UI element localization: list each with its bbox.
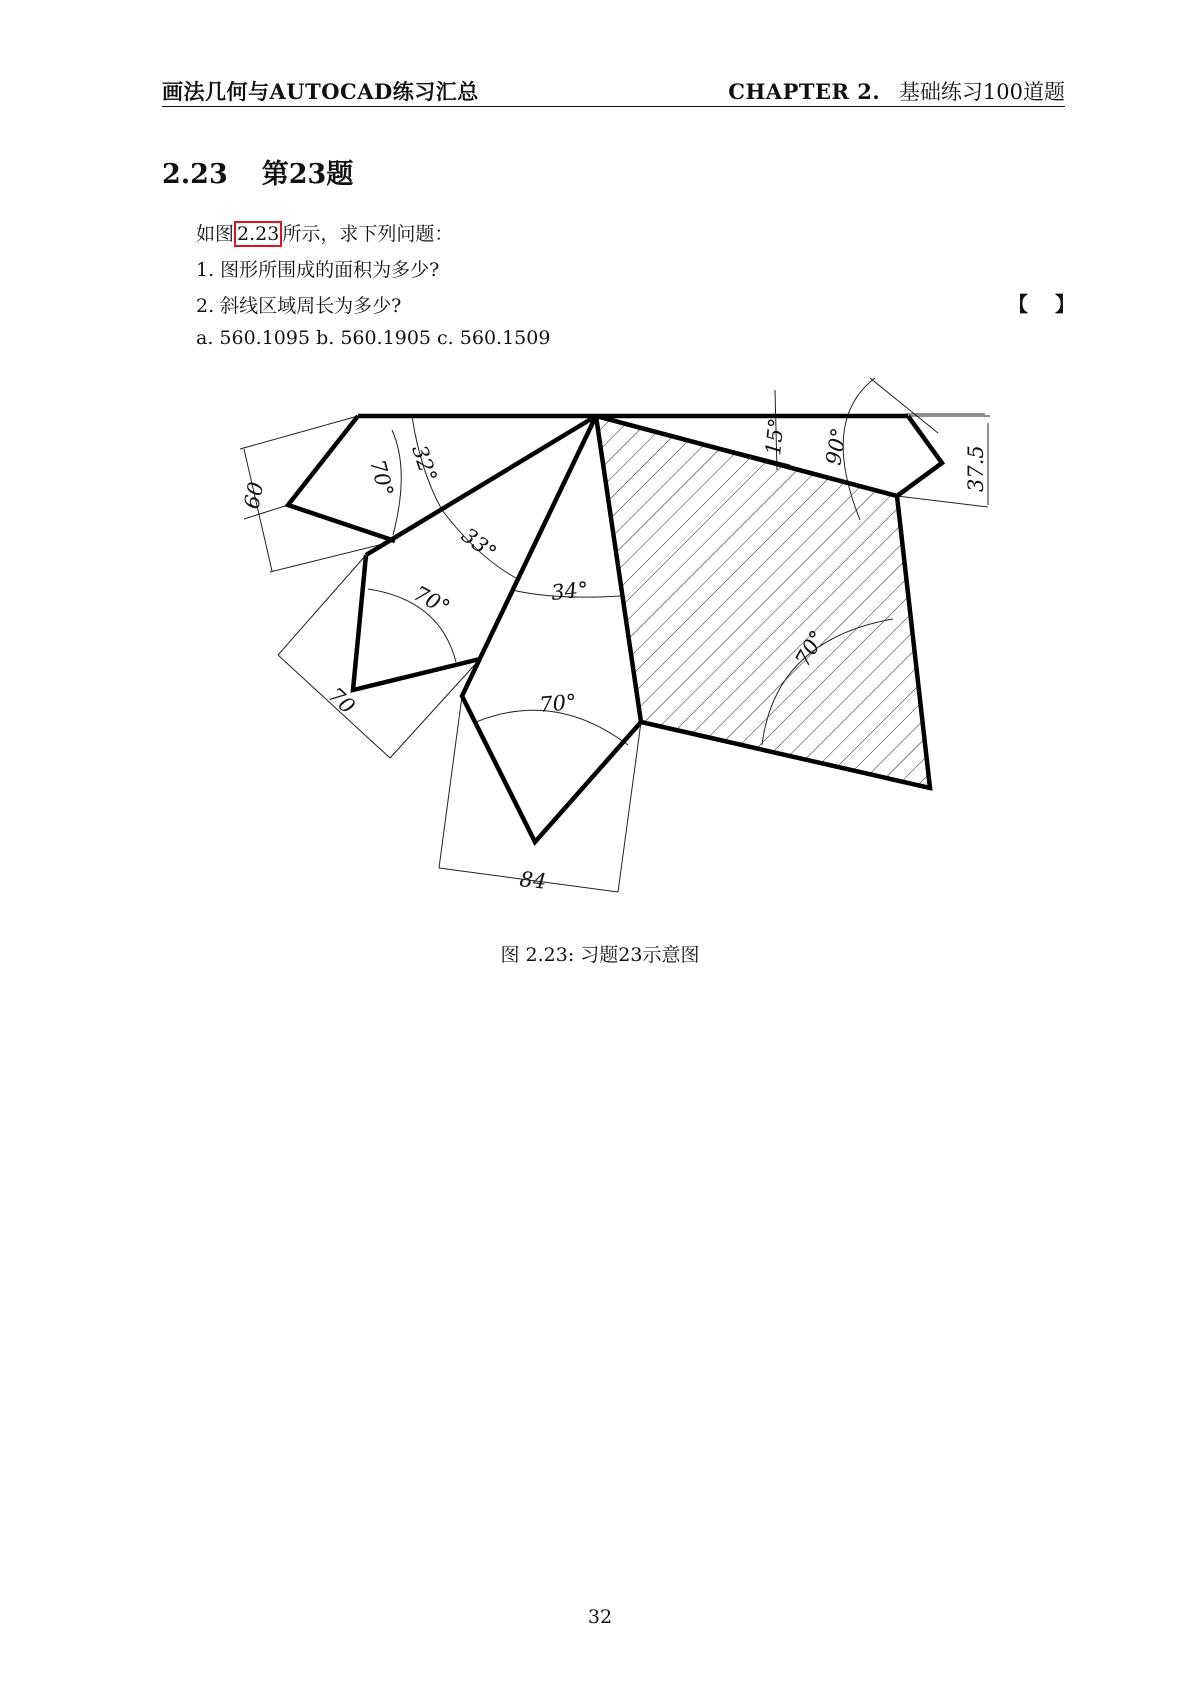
- header-chapter-title: 基础练习100道题: [898, 80, 1065, 104]
- question-1: 1. 图形所围成的面积为多少?: [196, 259, 440, 281]
- question-intro-before: 如图: [196, 223, 235, 245]
- dim-angle-70-mid: 70°: [409, 581, 454, 620]
- dim-84: 84: [518, 867, 548, 894]
- dim-length-70: 70: [323, 682, 360, 719]
- page-number: 32: [587, 1606, 613, 1628]
- hatched-region: [596, 416, 930, 788]
- question-2: 2. 斜线区域周长为多少?: [196, 295, 402, 317]
- dim-angle-90: 90°: [821, 426, 852, 467]
- dim-angle-34: 34°: [550, 577, 590, 605]
- figure-caption: 图 2.23: 习题23示意图: [500, 944, 700, 966]
- dim-37-5: 37.5: [964, 445, 988, 492]
- dim-angle-70-top: 70°: [365, 457, 398, 500]
- dim-angle-33: 33°: [456, 523, 502, 565]
- answer-options: a. 560.1095 b. 560.1905 c. 560.1509: [196, 327, 551, 349]
- header-book-title: 画法几何与AUTOCAD练习汇总: [162, 79, 479, 104]
- figure-reference-link[interactable]: 2.23: [234, 221, 282, 247]
- dim-angle-15: 15°: [761, 416, 789, 457]
- section-name: 第23题: [261, 159, 354, 190]
- dim-angle-32: 32°: [407, 442, 442, 485]
- header-chapter-label: CHAPTER 2.: [728, 79, 881, 104]
- dim-60: 60: [239, 479, 269, 512]
- answer-bracket: 【 】: [1008, 292, 1085, 316]
- question-intro-after: 所示，求下列问题：: [282, 223, 454, 245]
- dim-angle-70-bottom: 70°: [538, 689, 578, 717]
- dim-angle-70-right: 70°: [790, 626, 830, 671]
- section-number: 2.23: [162, 159, 228, 190]
